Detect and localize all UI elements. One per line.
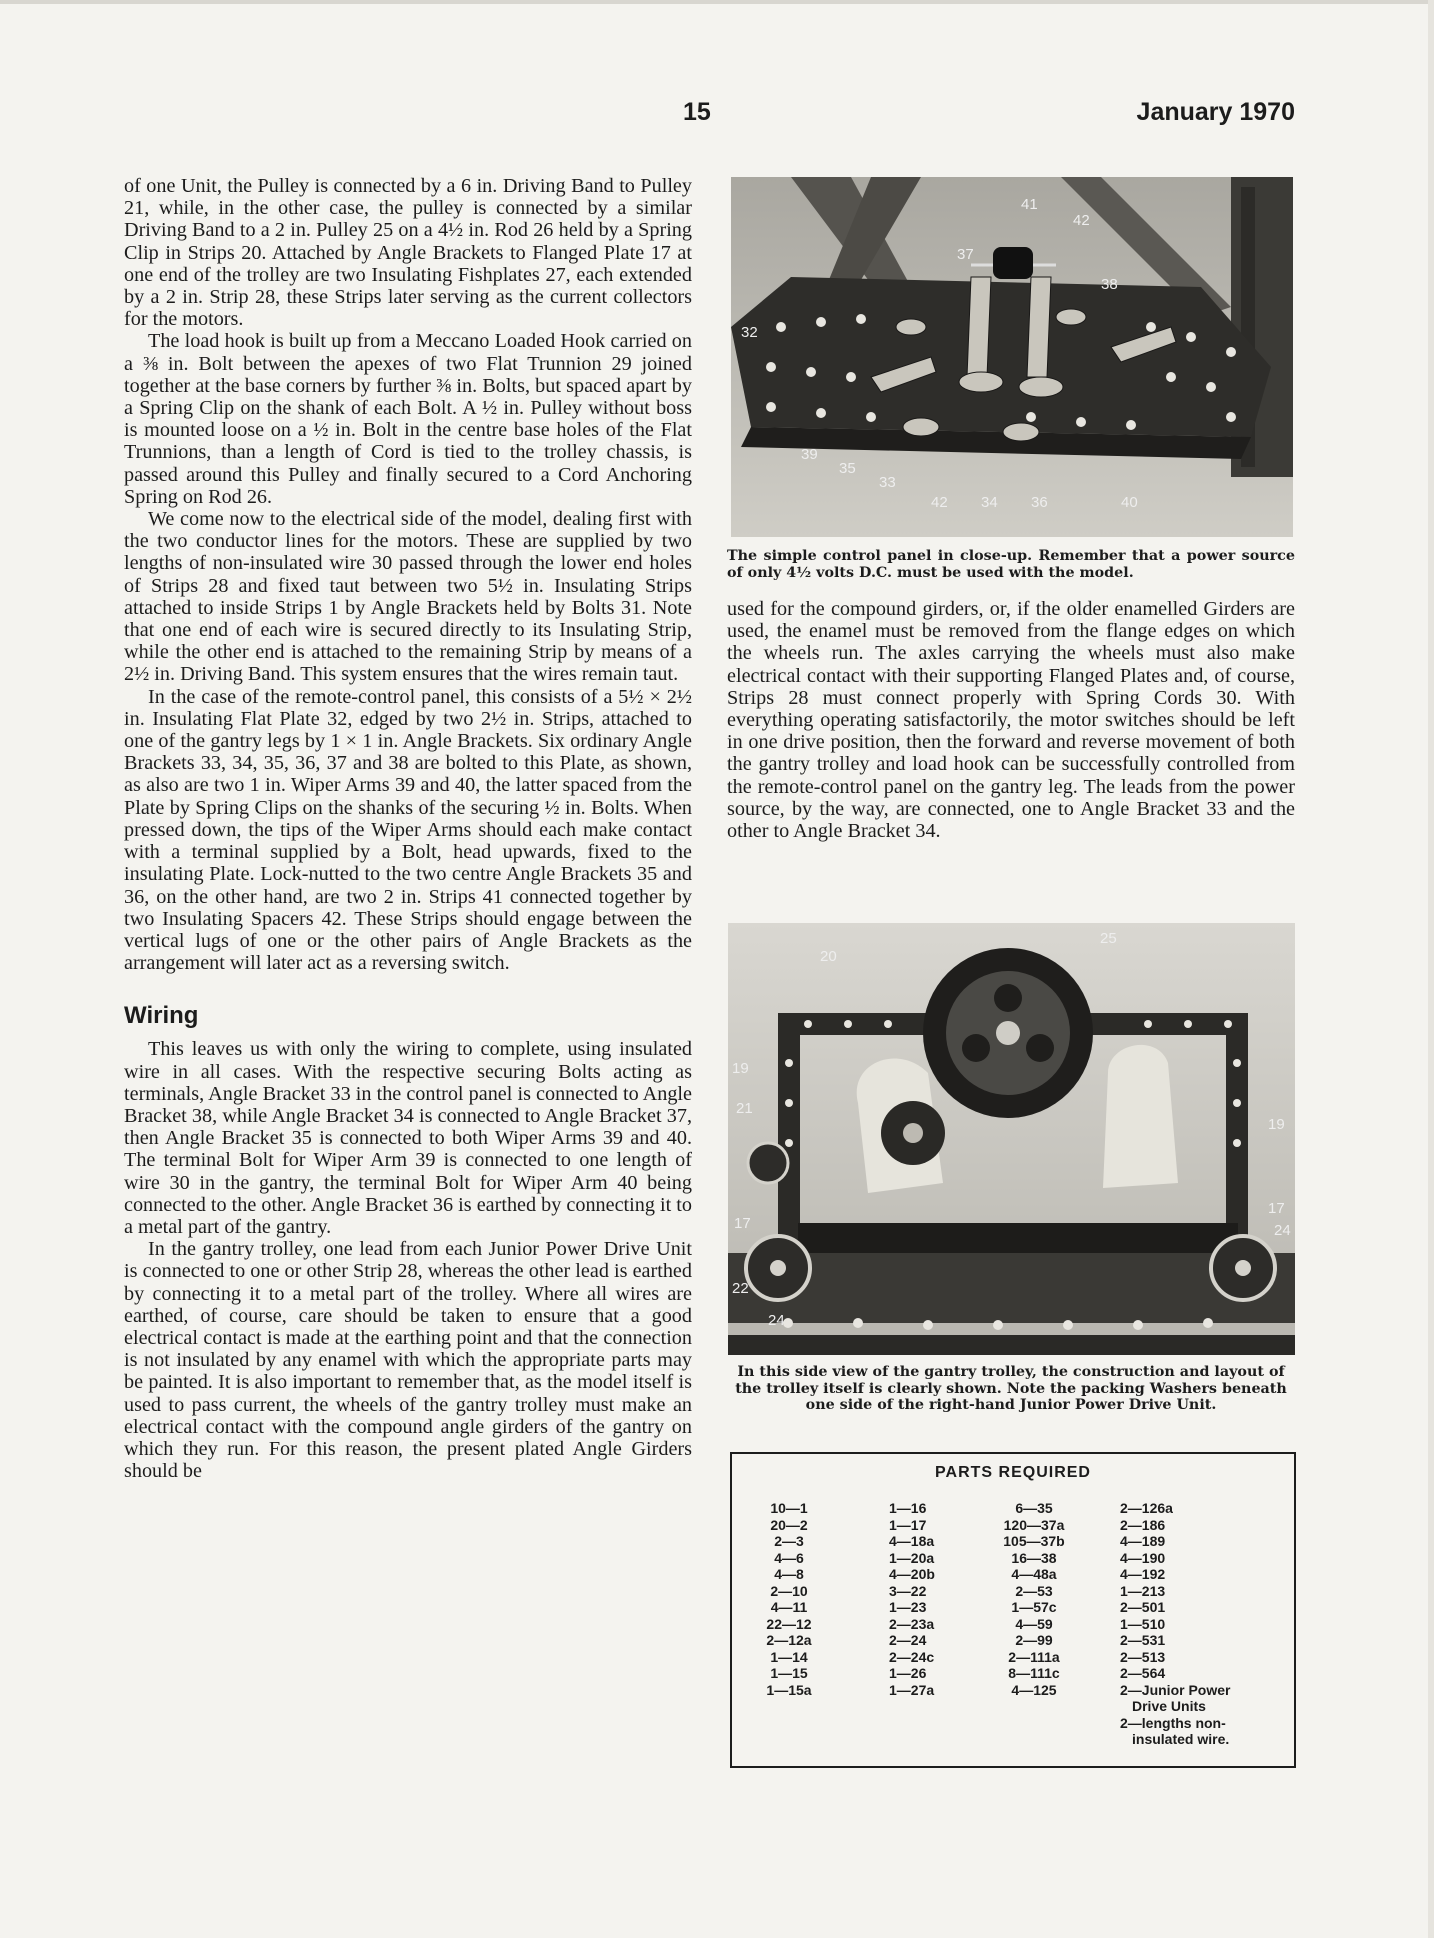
part-entry: 4—18a xyxy=(889,1533,935,1549)
part-entry: 2—186 xyxy=(1120,1516,1166,1533)
paragraph: of one Unit, the Pulley is connected by a 6 in. Driving Band to Pulley 21, while, in the other case, the pulley is connected by a similar Driving Band to a 2 in. Pulley 25 on a 4½ in. Rod 26 held by a Spring Clip in Strips 20. Attached by Angle Brackets to Flanged Plate 17 at one end of the trolley are two Insulating Fishplates 27, each extended by a 2 in. Strip 28, these Strips later serving as the current collectors for the motors. xyxy=(124,175,692,331)
part-entry: 1—510 xyxy=(1120,1615,1166,1632)
part-entry: 4—125 xyxy=(1011,1681,1057,1698)
part-entry: 2—564 xyxy=(1120,1665,1166,1681)
part-entry: Drive Units xyxy=(1132,1698,1206,1714)
part-entry: 4—59 xyxy=(1015,1615,1053,1632)
figure-label: 19 xyxy=(1268,1116,1285,1133)
part-entry: insulated wire. xyxy=(1132,1731,1230,1747)
paragraph: In the gantry trolley, one lead from each Junior Power Drive Unit is connected to one or other Strip 28, whereas the other lead is earthed by connecting it to a metal part of the trolley. Where all wires are earthed, of course, care should be taken to ensure that a good electrical contact is made at the earthing point and that the connection is not insulated by any enamel with which the appropriate parts may be painted. It is also important to remember that, as the model itself is used to pass current, the wheels of the gantry trolley must make an electrical contact with the compound angle girders of the gantry on which they run. For this reason, the present plated Angle Girders should be xyxy=(124,1238,692,1483)
part-entry: 2—3 xyxy=(774,1533,804,1549)
paragraph: In the case of the remote-control panel, this consists of a 5½ × 2½ in. Insulating Flat Plate 32, edged by two 2½ in. Strips, attached to one of the gantry legs by 1 × 1 in. Angle Brackets. Six ordinary Angle Brackets 33, 34, 35, 36, 37 and 38 are bolted to this Plate, as shown, as also are two 1 in. Wiper Arms 39 and 40, the latter spaced from the Plate by Spring Clips on the shanks of the securing ½ in. Bolts. When pressed down, the tips of the Wiper Arms should each make contact with a terminal supplied by a Bolt, head upwards, fixed to the insulating Plate. Lock-nutted to the two centre Angle Brackets 35 and 36, on the other hand, are two 2 in. Strips 41 connected together by two Insulating Spacers 42. These Strips should engage between the vertical lugs of one or the other pairs of Angle Brackets as the arrangement will later act as a reversing switch. xyxy=(124,685,692,975)
part-entry: 4—48a xyxy=(1011,1566,1057,1582)
part-entry: 1—16 xyxy=(889,1500,927,1516)
part-entry: 1—23 xyxy=(889,1599,927,1615)
part-entry: 2—99 xyxy=(1015,1632,1053,1648)
figure-label: 22 xyxy=(732,1280,749,1297)
part-entry: 2—lengths non- xyxy=(1120,1714,1226,1731)
part-entry: 8—111c xyxy=(1008,1665,1060,1681)
figure-label: 17 xyxy=(1268,1200,1285,1217)
part-entry: 16—38 xyxy=(1011,1549,1057,1566)
figure-label: 36 xyxy=(1031,494,1048,511)
paragraph: used for the compound girders, or, if the older enamelled Girders are used, the enamel must be removed from the flange edges on which the wheels run. The axles carrying the wheels must also make electrical contact with their supporting Flanged Plates and, of course, Strips 28 must connect properly with Spring Cords 30. With everything operating satisfactorily, the motor switches should be left in one drive position, then the forward and reverse movement of both the gantry trolley and load hook can be successfully controlled from the remote-control panel on the gantry leg. The leads from the power source, by the way, are connected, one to Angle Bracket 33 and the other to Angle Bracket 34. xyxy=(727,598,1295,843)
part-entry: 1—26 xyxy=(889,1665,927,1681)
part-entry: 4—6 xyxy=(774,1549,804,1566)
part-entry: 105—37b xyxy=(1003,1533,1065,1549)
figure-label: 19 xyxy=(732,1060,749,1077)
control-panel-photo xyxy=(731,177,1293,537)
part-entry: 1—17 xyxy=(889,1516,927,1533)
figure-label: 42 xyxy=(1073,212,1090,229)
part-entry: 6—35 xyxy=(1015,1500,1053,1516)
part-entry: 4—189 xyxy=(1120,1533,1166,1549)
part-entry: 2—23a xyxy=(889,1615,935,1632)
figure-label: 24 xyxy=(1274,1222,1291,1239)
gantry-trolley-photo xyxy=(728,923,1295,1355)
issue-date: January 1970 xyxy=(1136,98,1295,126)
part-entry: 2—126a xyxy=(1120,1500,1173,1516)
figure-label: 34 xyxy=(981,494,998,511)
part-entry: 22—12 xyxy=(766,1615,812,1632)
part-entry: 10—1 xyxy=(770,1500,808,1516)
part-entry: 4—190 xyxy=(1120,1549,1166,1566)
paragraph: We come now to the electrical side of the model, dealing first with the two conductor lines for the motors. These are supplied by two lengths of non-insulated wire 30 passed through the lower end holes of Strips 28 and fixed taut between two 5½ in. Insulating Strips attached to inside Strips 1 by Angle Brackets held by Bolts 31. Note that one end of each wire is secured directly to its Insulating Strip, while the other end is attached to the remaining Strip by means of a 2½ in. Driving Band. This system ensures that the wires remain taut. xyxy=(124,508,692,686)
gantry-trolley-caption: In this side view of the gantry trolley, the construction and layout of the trolley itself is clearly shown. Note the packing Washers beneath one side of the right-hand Junior Power Drive Unit. xyxy=(735,1364,1287,1413)
part-entry: 1—14 xyxy=(770,1648,808,1665)
parts-required-box xyxy=(730,1452,1296,1768)
part-entry: 120—37a xyxy=(1003,1516,1065,1533)
part-entry: 1—213 xyxy=(1120,1582,1166,1599)
part-entry: 20—2 xyxy=(770,1516,808,1533)
right-column xyxy=(727,598,1295,842)
figure-label: 33 xyxy=(879,474,896,491)
figure-label: 40 xyxy=(1121,494,1138,511)
part-entry: 1—27a xyxy=(889,1681,935,1698)
parts-column xyxy=(754,1500,824,1698)
figure-label: 41 xyxy=(1021,196,1038,213)
parts-column xyxy=(994,1500,1074,1698)
parts-column xyxy=(889,1500,969,1698)
part-entry: 2—24 xyxy=(889,1632,927,1648)
part-entry: 2—12a xyxy=(766,1632,812,1648)
part-entry: 4—192 xyxy=(1120,1566,1166,1582)
figure-label: 35 xyxy=(839,460,856,477)
parts-required-title: PARTS REQUIRED xyxy=(935,1464,1091,1481)
part-entry: 1—15 xyxy=(770,1665,808,1681)
control-panel-caption: The simple control panel in close-up. Remember that a power source of only 4½ volts D.C. must be used with the model. xyxy=(727,548,1295,581)
part-entry: 2—24c xyxy=(889,1648,935,1665)
figure-label: 20 xyxy=(820,948,837,965)
figure-label: 17 xyxy=(734,1215,751,1232)
figure-label: 42 xyxy=(931,494,948,511)
part-entry: 2—111a xyxy=(1008,1648,1060,1665)
page-right-edge xyxy=(1428,0,1434,1938)
figure-label: 39 xyxy=(801,446,818,463)
parts-column xyxy=(1120,1500,1290,1748)
part-entry: 4—8 xyxy=(774,1566,804,1582)
left-column xyxy=(124,175,692,1482)
part-entry: 1—20a xyxy=(889,1549,935,1566)
part-entry: 1—57c xyxy=(1011,1599,1057,1615)
page-top-edge xyxy=(0,0,1434,4)
part-entry: 2—531 xyxy=(1120,1632,1166,1648)
part-entry: 2—Junior Power xyxy=(1120,1681,1231,1698)
part-entry: 4—11 xyxy=(770,1599,808,1615)
part-entry: 2—10 xyxy=(770,1582,808,1599)
figure-label: 32 xyxy=(741,324,758,341)
figure-label: 38 xyxy=(1101,276,1118,293)
part-entry: 4—20b xyxy=(889,1566,935,1582)
figure-label: 21 xyxy=(736,1100,753,1117)
part-entry: 2—513 xyxy=(1120,1648,1166,1665)
paragraph: The load hook is built up from a Meccano Loaded Hook carried on a ⅜ in. Bolt between the apexes of two Flat Trunnion 29 joined together at the base corners by further ⅜ in. Bolts, but spaced apart by a Spring Clip on the shank of each Bolt. A ½ in. Pulley without boss is mounted loose on a ½ in. Bolt in the centre base holes of the Flat Trunnions, than a length of Cord is tied to the trolley chassis, is passed around this Pulley and finally secured to a Cord Anchoring Spring on Rod 26. xyxy=(124,330,692,508)
part-entry: 1—15a xyxy=(766,1681,812,1698)
paragraph: This leaves us with only the wiring to complete, using insulated wire in all cases. With the respective securing Bolts acting as terminals, Angle Bracket 33 in the control panel is connected to Angle Bracket 38, while Angle Bracket 34 is connected to Angle Bracket 37, then Angle Bracket 35 is connected to both Wiper Arms 39 and 40. The terminal Bolt for Wiper Arm 39 is connected to one length of wire 30 in the gantry, the terminal Bolt for Wiper Arm 40 being connected to the other. Angle Bracket 36 is earthed by connecting it to a metal part of the gantry. xyxy=(124,1038,692,1238)
page-number: 15 xyxy=(683,98,711,126)
figure-label: 25 xyxy=(1100,930,1117,947)
figure-label: 24 xyxy=(768,1312,785,1329)
part-entry: 2—501 xyxy=(1120,1599,1166,1615)
part-entry: 3—22 xyxy=(889,1582,927,1599)
part-entry: 2—53 xyxy=(1015,1582,1053,1599)
figure-label: 37 xyxy=(957,246,974,263)
section-heading-wiring: Wiring xyxy=(124,1002,199,1030)
